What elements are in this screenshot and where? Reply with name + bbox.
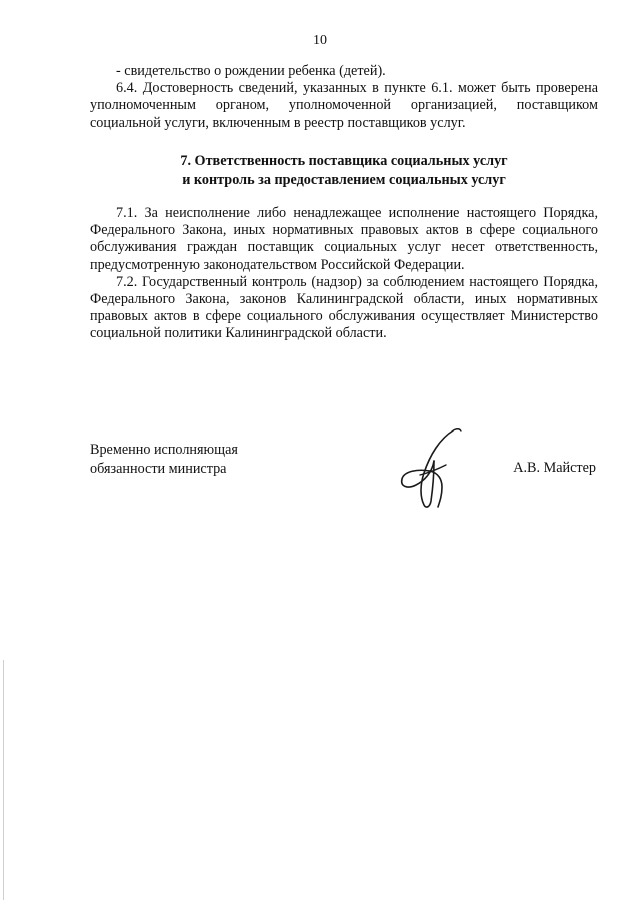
list-item-birth-certificate: - свидетельство о рождении ребенка (детей).	[116, 63, 386, 79]
paragraph-7-2: 7.2. Государственный контроль (надзор) за соблюдением настоящего Порядка, Федерального Закона, законов Калининградской области, иных нормативных правовых актов в сфере социального обслуживания осуществляет Министерство социальной политики Калининградской области.	[90, 273, 598, 342]
handwritten-signature	[390, 425, 470, 511]
paragraph-6-4: 6.4. Достоверность сведений, указанных в пункте 6.1. может быть проверена уполномоченным органом, уполномоченной организацией, поставщиком социальной услуги, включенным в реестр поставщиков услуг.	[90, 80, 598, 131]
section-7-heading	[90, 152, 598, 189]
section-6-continuation	[90, 63, 598, 132]
paragraph-7-1: 7.1. За неисполнение либо ненадлежащее исполнение настоящего Порядка, Федерального Закона, иных нормативных правовых актов в сфере социального обслуживания граждан поставщик социальных услуг несет ответственность, предусмотренную законодательством Российской Федерации.	[90, 205, 598, 273]
section-7-heading-line-2: и контроль за предоставлением социальных услуг	[182, 171, 506, 188]
section-7-heading-line-1: 7. Ответственность поставщика социальных услуг	[180, 153, 508, 169]
scan-edge-line	[3, 660, 4, 900]
signatory-name: А.В. Майстер	[513, 460, 596, 476]
signature-block	[90, 441, 598, 501]
section-7-body	[90, 205, 598, 343]
signatory-position	[90, 441, 238, 478]
signatory-position-line-1: Временно исполняющая	[90, 442, 238, 458]
page-number: 10	[313, 33, 327, 48]
signatory-position-line-2: обязанности министра	[90, 460, 227, 477]
